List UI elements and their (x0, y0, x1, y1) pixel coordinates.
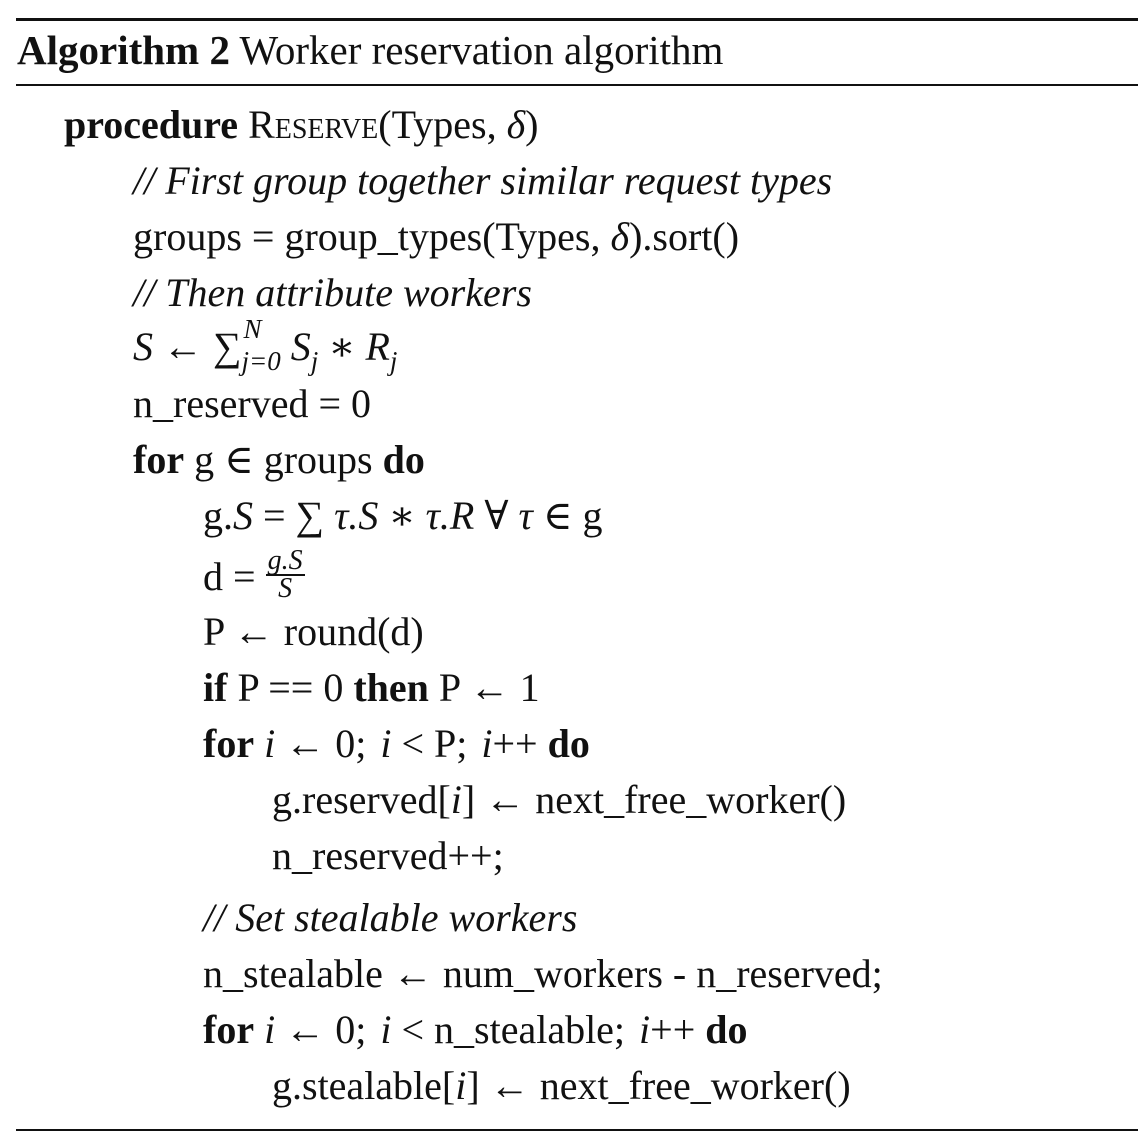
d-pre: d = (203, 554, 266, 599)
if-condition: P == 0 (227, 665, 354, 710)
d-fraction (266, 544, 305, 604)
d-denominator: S (278, 572, 293, 604)
procedure-name: Reserve (248, 102, 379, 147)
groups-pre: groups = group_types(Types, (133, 214, 611, 259)
for-steal-i1: i (264, 1007, 276, 1052)
n-reserved-init-text: n_reserved = 0 (133, 381, 372, 426)
sum-arrow: ← (153, 324, 213, 369)
caption-rule (16, 84, 1138, 86)
bottom-rule (16, 1129, 1138, 1131)
if-body: P ← 1 (428, 665, 540, 710)
for-steal-i2: i (380, 1007, 392, 1052)
gs-dot-r: .R (439, 493, 475, 538)
sum-lhs: S (133, 324, 153, 369)
for-steal-keyword: for (203, 1007, 255, 1052)
comment-attribute-text: // Then attribute workers (133, 270, 532, 315)
if-line (203, 663, 540, 713)
groups-delta: δ (610, 214, 630, 259)
gs-dot-s: .S (348, 493, 379, 538)
comment-group (133, 156, 832, 206)
sum-symbol: ∑ (213, 324, 242, 369)
for-reserve-do: do (547, 721, 590, 766)
group-sum-line (203, 491, 602, 541)
sum-times: ∗ (318, 324, 366, 369)
steal-pre: g.stealable[ (272, 1063, 456, 1108)
if-keyword: if (203, 665, 228, 710)
for-reserve-i3: i (481, 721, 493, 766)
for-reserve-i2: i (380, 721, 392, 766)
for-groups-keyword: for (133, 437, 185, 482)
groups-post: ).sort() (629, 214, 740, 259)
reserve-assign-line (272, 775, 846, 825)
n-stealable-text: n_stealable ← num_workers - n_reserved; (203, 951, 883, 996)
reserve-post: ] ← next_free_worker() (461, 777, 847, 822)
gs-tau-1: τ (334, 493, 349, 538)
for-steal-inc: ++ (650, 1007, 706, 1052)
reserve-pre: g.reserved[ (272, 777, 451, 822)
n-reserved-inc-text: n_reserved++; (272, 833, 504, 878)
gs-s: S (233, 493, 253, 538)
for-reserve-init: ← 0; (275, 721, 367, 766)
gs-forall: ∀ (474, 493, 519, 538)
then-keyword: then (353, 665, 429, 710)
algorithm-caption (17, 24, 723, 76)
sum-limits (241, 314, 281, 376)
comment-group-text: // First group together similar request types (133, 158, 833, 203)
p-round-line (203, 607, 424, 657)
for-groups-do: do (382, 437, 425, 482)
sum-upper: N (243, 314, 262, 344)
for-steal-init: ← 0; (275, 1007, 367, 1052)
procedure-line (64, 100, 538, 150)
for-groups-body: g ∈ groups (184, 437, 383, 482)
algorithm-label: Algorithm 2 (17, 27, 230, 73)
reserve-index: i (450, 777, 462, 822)
for-reserve-cond: < P; (391, 721, 468, 766)
sum-term-r-index: j (389, 346, 398, 376)
procedure-keyword: procedure (64, 102, 239, 147)
sum-term-s: S (290, 324, 311, 369)
top-rule (16, 18, 1138, 21)
gs-tau-2: τ (425, 493, 440, 538)
gs-in: ∈ g (532, 493, 603, 538)
n-reserved-init (133, 379, 371, 429)
comment-stealable (203, 893, 577, 943)
gs-pre: g. (203, 493, 233, 538)
sum-lower: j=0 (241, 346, 281, 376)
steal-assign-line (272, 1061, 851, 1111)
for-reserve-keyword: for (203, 721, 255, 766)
groups-line (133, 212, 739, 262)
for-steal-cond: < n_stealable; (391, 1007, 626, 1052)
procedure-args-close: ) (525, 102, 539, 147)
procedure-delta: δ (506, 102, 526, 147)
sum-term-r: R (365, 324, 390, 369)
n-stealable-line (203, 949, 883, 999)
gs-tau-3: τ (518, 493, 533, 538)
comment-attribute (133, 268, 532, 318)
for-groups-line (133, 435, 425, 485)
p-round-text: P ← round(d) (203, 609, 424, 654)
steal-post: ] ← next_free_worker() (466, 1063, 851, 1108)
sum-term-s-index: j (310, 346, 319, 376)
for-steal-do: do (705, 1007, 748, 1052)
gs-times: ∗ (378, 493, 426, 538)
d-line (203, 544, 305, 608)
gs-eq: = ∑ (253, 493, 335, 538)
algorithm-title: Worker reservation algorithm (239, 27, 724, 73)
comment-stealable-text: // Set stealable workers (203, 895, 578, 940)
for-reserve-inc: ++ (492, 721, 548, 766)
sum-line (133, 314, 398, 376)
n-reserved-inc (272, 831, 504, 881)
for-reserve-line (203, 719, 590, 769)
d-numerator: g.S (267, 544, 303, 576)
steal-index: i (455, 1063, 467, 1108)
for-steal-line (203, 1005, 748, 1055)
procedure-args-open: (Types, (378, 102, 507, 147)
for-steal-i3: i (639, 1007, 651, 1052)
for-reserve-i1: i (264, 721, 276, 766)
